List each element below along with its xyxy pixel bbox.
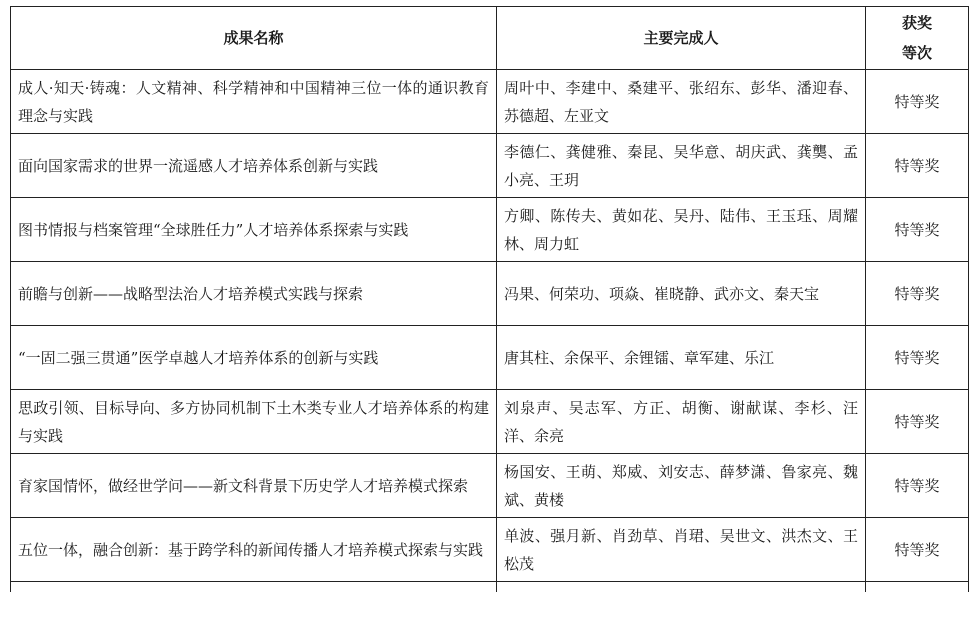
header-award-line2: 等次 <box>901 44 932 62</box>
row-persons: 杨国安、王萌、郑威、刘安志、薛梦潇、鲁家亮、魏斌、黄楼 <box>497 454 866 518</box>
table-row <box>11 390 969 454</box>
row-title: 面向国家需求的世界一流遥感人才培养体系创新与实践 <box>11 134 497 198</box>
row-title: 育家国情怀，做经世学问——新文科背景下历史学人才培养模式探索 <box>11 454 497 518</box>
header-award-line1: 获奖 <box>901 14 932 32</box>
row-award: 特等奖 <box>866 326 969 390</box>
row-title: 五位一体，融合创新：基于跨学科的新闻传播人才培养模式探索与实践 <box>11 518 497 582</box>
row-title: 思政引领、目标导向、多方协同机制下土木类专业人才培养体系的构建与实践 <box>11 390 497 454</box>
row-title: 图书情报与档案管理“全球胜任力”人才培养体系探索与实践 <box>11 198 497 262</box>
row-award: 特等奖 <box>866 390 969 454</box>
table-row <box>11 70 969 134</box>
table-header-row <box>11 7 969 70</box>
row-persons: 周叶中、李建中、桑建平、张绍东、彭华、潘迎春、苏德超、左亚文 <box>497 70 866 134</box>
header-title-column: 成果名称 <box>11 7 497 70</box>
empty-cell <box>866 582 969 593</box>
row-award: 特等奖 <box>866 518 969 582</box>
row-persons: 单波、强月新、肖劲草、肖珺、吴世文、洪杰文、王松茂 <box>497 518 866 582</box>
row-award: 特等奖 <box>866 454 969 518</box>
row-persons: 刘泉声、吴志军、方正、胡衡、谢献谋、李杉、汪洋、余亮 <box>497 390 866 454</box>
row-title: 前瞻与创新——战略型法治人才培养模式实践与探索 <box>11 262 497 326</box>
table-row <box>11 262 969 326</box>
row-award: 特等奖 <box>866 70 969 134</box>
table-row <box>11 518 969 582</box>
header-persons-column: 主要完成人 <box>497 7 866 70</box>
table-row <box>11 326 969 390</box>
table-row <box>11 134 969 198</box>
row-persons: 李德仁、龚健雅、秦昆、吴华意、胡庆武、龚龑、孟小亮、王玥 <box>497 134 866 198</box>
row-title: “一固二强三贯通”医学卓越人才培养体系的创新与实践 <box>11 326 497 390</box>
row-award: 特等奖 <box>866 134 969 198</box>
awards-table <box>10 6 969 592</box>
empty-cell <box>497 582 866 593</box>
table-row <box>11 198 969 262</box>
row-award: 特等奖 <box>866 198 969 262</box>
row-persons: 冯果、何荣功、项焱、崔晓静、武亦文、秦天宝 <box>497 262 866 326</box>
empty-cell <box>11 582 497 593</box>
row-persons: 方卿、陈传夫、黄如花、吴丹、陆伟、王玉珏、周耀林、周力虹 <box>497 198 866 262</box>
table-row <box>11 454 969 518</box>
row-title: 成人·知天·铸魂：人文精神、科学精神和中国精神三位一体的通识教育理念与实践 <box>11 70 497 134</box>
row-award: 特等奖 <box>866 262 969 326</box>
header-award-column <box>866 7 969 70</box>
table-row-partial <box>11 582 969 593</box>
row-persons: 唐其柱、余保平、余锂镭、章军建、乐江 <box>497 326 866 390</box>
